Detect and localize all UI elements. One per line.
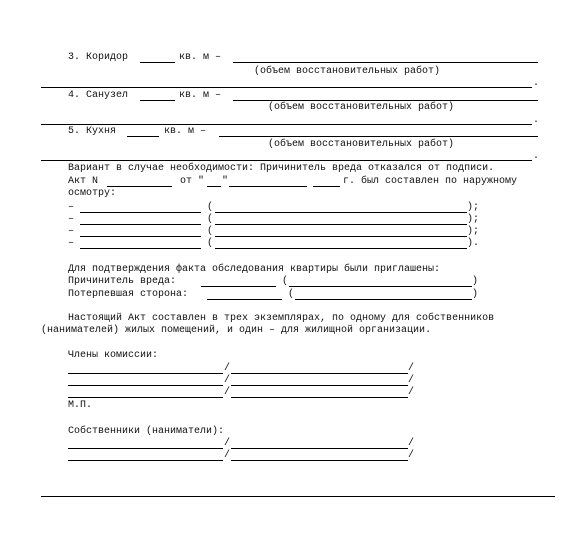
commission-slash-3b: / [408, 387, 415, 398]
owners-signature-1 [68, 448, 223, 449]
invited-offender-inner [289, 286, 472, 287]
commission-signature-3 [68, 397, 223, 398]
room-4-area-blank [140, 100, 175, 101]
room-5-unit: кв. м – [164, 126, 207, 137]
variant-row-2-blank [80, 224, 201, 225]
commission-name-3 [231, 397, 408, 398]
room-4-note: (объем восстановительных работ) [268, 102, 455, 113]
copies-line-2: (нанимателей) жилых помещений, и один – для жилищной организации. [41, 325, 432, 336]
commission-name-2 [231, 385, 408, 386]
room-4-continuation-line [41, 124, 532, 125]
owners-heading: Собственники (наниматели): [68, 426, 225, 437]
variant-act-year-blank [313, 186, 340, 187]
room-5-area-blank [127, 136, 159, 137]
invited-victim-blank [207, 299, 282, 300]
invited-victim-paren-open: ( [288, 289, 295, 300]
variant-act-month-blank [229, 186, 307, 187]
room-4-work-blank [233, 100, 538, 101]
variant-row-1-inner [215, 212, 467, 213]
room-5-work-blank [219, 136, 538, 137]
stamp-label: М.П. [68, 400, 93, 411]
variant-row-4-blank [80, 248, 201, 249]
commission-heading: Члены комиссии: [68, 350, 159, 361]
variant-act-from: от " [180, 176, 205, 187]
variant-row-2-dash: – [68, 214, 75, 225]
variant-row-3-inner [215, 236, 467, 237]
room-4-label: 4. Санузел [68, 90, 129, 101]
variant-row-4-inner [215, 248, 467, 249]
room-5-continuation-line [41, 160, 532, 161]
variant-act-number-blank [107, 186, 172, 187]
commission-signature-2 [68, 385, 223, 386]
invited-offender-paren-close: ) [472, 276, 479, 287]
owners-slash-1b: / [408, 438, 415, 449]
variant-row-1-dash: – [68, 202, 75, 213]
owners-name-2 [231, 460, 408, 461]
room-5-end: . [533, 151, 540, 162]
invited-victim-inner [295, 299, 472, 300]
commission-slash-2b: / [408, 375, 415, 386]
room-3-area-blank [140, 62, 175, 63]
room-3-end: . [533, 78, 540, 89]
variant-act-label: Акт N [68, 176, 99, 187]
owners-name-1 [231, 448, 408, 449]
invited-offender-paren-open: ( [282, 276, 289, 287]
owners-signature-2 [68, 460, 223, 461]
commission-signature-1 [68, 373, 223, 374]
variant-row-4-dash: – [68, 238, 75, 249]
variant-act-rest: г. был составлен по наружному [343, 176, 518, 187]
room-3-work-blank [233, 62, 538, 63]
variant-act-quote: " [222, 176, 229, 187]
variant-row-2-inner [215, 224, 467, 225]
room-4-end: . [533, 115, 540, 126]
variant-row-1-paren: ( [207, 202, 214, 213]
room-3-label: 3. Коридор [68, 52, 129, 63]
commission-slash-3: / [224, 387, 231, 398]
footer-divider [41, 496, 555, 497]
invited-offender-blank [201, 286, 276, 287]
copies-line-1: Настоящий Акт составлен в трех экземплярах, по одному для собственников [68, 313, 495, 324]
room-5-label: 5. Кухня [68, 126, 117, 137]
owners-slash-1: / [224, 438, 231, 449]
room-3-unit: кв. м – [179, 52, 222, 63]
invited-heading: Для подтверждения факта обследования квартиры были приглашены: [68, 264, 441, 275]
room-3-note: (объем восстановительных работ) [254, 66, 441, 77]
owners-slash-2b: / [408, 450, 415, 461]
commission-slash-1: / [224, 363, 231, 374]
variant-line-1: Вариант в случае необходимости: Причинитель вреда отказался от подписи. [68, 163, 495, 174]
room-3-continuation-line [41, 87, 532, 88]
variant-row-1-blank [80, 212, 201, 213]
variant-line-3: осмотру: [68, 188, 117, 199]
room-5-note: (объем восстановительных работ) [268, 139, 455, 150]
owners-slash-2: / [224, 450, 231, 461]
variant-row-2-paren: ( [207, 214, 214, 225]
variant-row-3-dash: – [68, 226, 75, 237]
invited-victim-label: Потерпевшая сторона: [68, 289, 189, 300]
commission-slash-2: / [224, 375, 231, 386]
commission-slash-1b: / [408, 363, 415, 374]
variant-row-3-blank [80, 236, 201, 237]
variant-row-1-end: ); [467, 202, 480, 213]
room-4-unit: кв. м – [179, 90, 222, 101]
invited-victim-paren-close: ) [472, 289, 479, 300]
variant-row-4-paren: ( [207, 238, 214, 249]
variant-act-day-blank [207, 186, 221, 187]
commission-name-1 [231, 373, 408, 374]
variant-row-3-paren: ( [207, 226, 214, 237]
variant-row-2-end: ); [467, 214, 480, 225]
variant-row-3-end: ); [467, 226, 480, 237]
invited-offender-label: Причинитель вреда: [68, 276, 177, 287]
variant-row-4-end: ). [467, 238, 480, 249]
